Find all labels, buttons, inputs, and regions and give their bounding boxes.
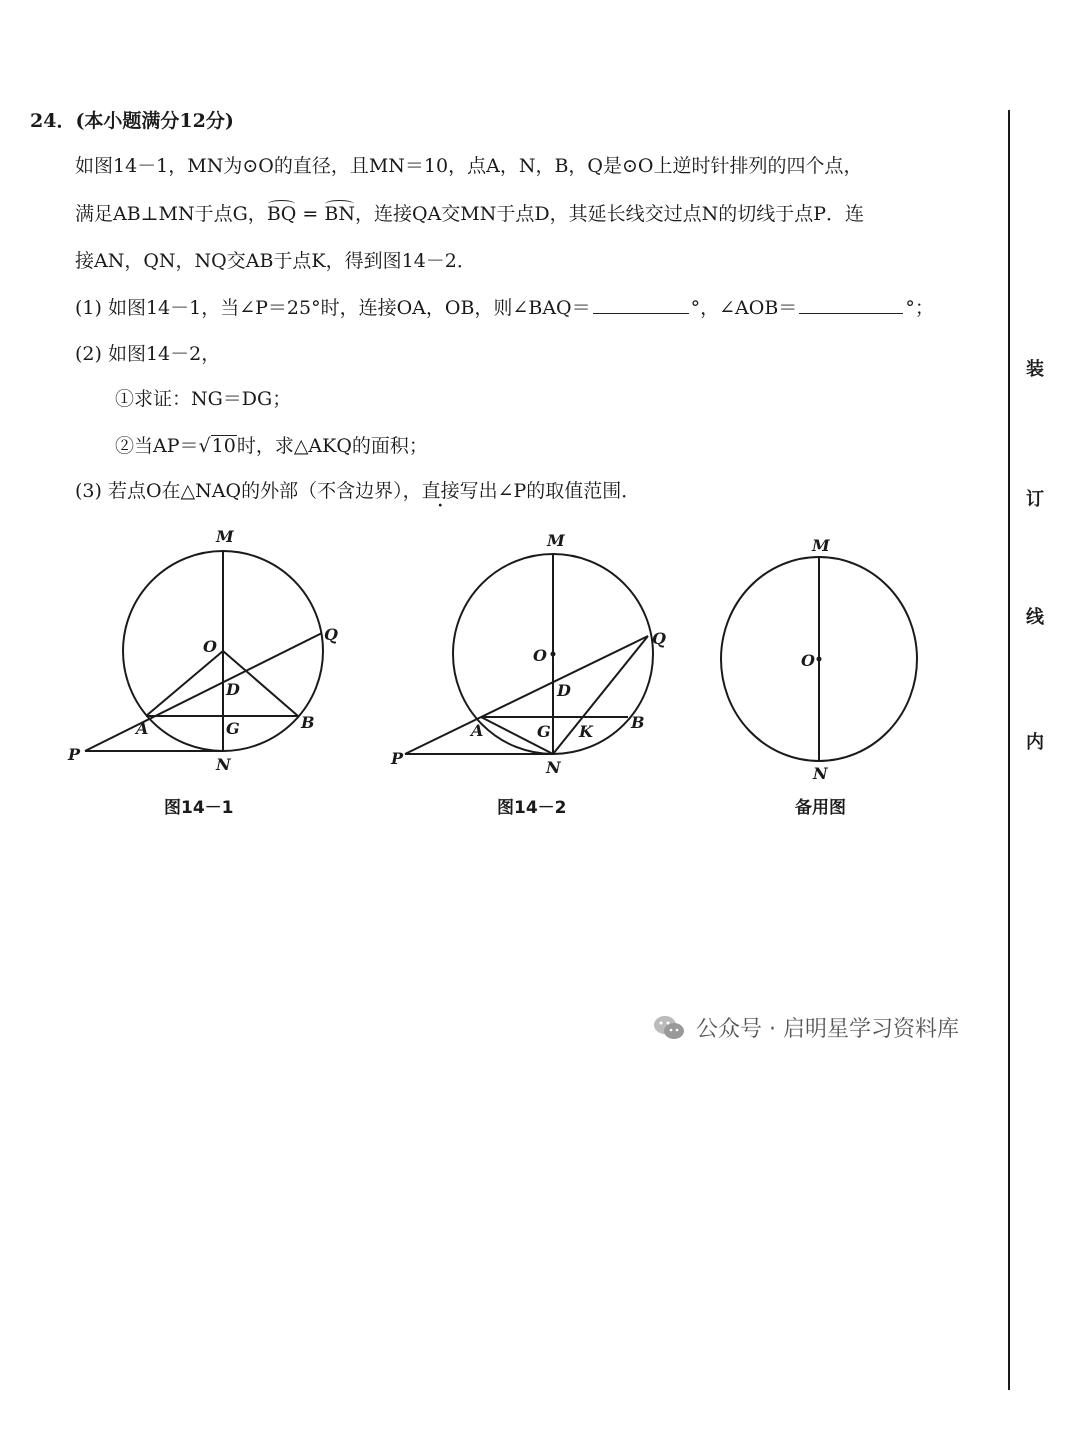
label-m: M [812, 536, 830, 555]
margin-char-nei: 内 [1026, 732, 1044, 753]
label-p: P [68, 745, 81, 764]
caption-figure-14-1: 图14－1 [164, 798, 234, 818]
label-n: N [813, 764, 828, 783]
label-d: D [557, 681, 571, 700]
answer-blank-aob [799, 299, 903, 314]
question-stem-line-2: 满足AB⊥MN于点G，BQ = BN，连接QA交MN于点D，其延长线交过点N的切线于点P．连 [75, 203, 864, 225]
question-heading: 24．(本小题满分12分) [30, 110, 234, 132]
figure-14-2 [385, 530, 685, 790]
label-o: O [533, 646, 547, 665]
label-n: N [216, 755, 231, 774]
label-g: G [537, 722, 551, 741]
arc-bn: BN [324, 203, 355, 225]
emphasis-direct: 直接 [421, 480, 460, 502]
label-g: G [226, 719, 240, 738]
question-stem-line-3: 接AN，QN，NQ交AB于点K，得到图14－2． [75, 250, 476, 272]
part-1: (1) 如图14－1，当∠P＝25°时，连接OA，OB，则∠BAQ＝ °，∠AOB＝ °； [75, 297, 934, 319]
label-o: O [801, 651, 815, 670]
watermark [652, 1012, 959, 1043]
question-stem-line-1: 如图14－1，MN为⊙O的直径，且MN＝10，点A，N，B，Q是⊙O上逆时针排列的四个点， [75, 155, 863, 177]
label-p: P [391, 749, 404, 768]
arc-bq: BQ [266, 203, 297, 225]
label-b: B [301, 713, 315, 732]
wechat-icon [652, 1013, 686, 1043]
part-2-sub-2: ②当AP＝√10时，求△AKQ的面积； [115, 435, 428, 457]
caption-spare-figure: 备用图 [795, 798, 846, 818]
label-d: D [226, 680, 240, 699]
part-2-sub-1: ①求证：NG＝DG； [115, 388, 292, 410]
label-k: K [579, 722, 593, 741]
margin-char-ding: 订 [1026, 489, 1044, 510]
label-n: N [546, 758, 561, 777]
margin-char-xian: 线 [1026, 607, 1044, 628]
label-a: A [471, 721, 484, 740]
figure-14-1 [60, 520, 360, 780]
label-o: O [203, 637, 217, 656]
label-b: B [631, 713, 645, 732]
label-q: Q [652, 629, 666, 648]
label-m: M [547, 531, 565, 550]
part-2: (2) 如图14－2， [75, 343, 221, 365]
watermark-text: 公众号 · 启明星学习资料库 [696, 1017, 959, 1042]
answer-blank-baq [593, 299, 689, 314]
label-m: M [216, 527, 234, 546]
label-a: A [136, 719, 149, 738]
caption-figure-14-2: 图14－2 [497, 798, 567, 818]
sqrt-radicand: 10 [211, 435, 236, 457]
margin-char-zhuang: 装 [1026, 359, 1044, 380]
binding-line [1008, 110, 1010, 1390]
label-q: Q [324, 625, 338, 644]
figure-spare [715, 535, 935, 785]
part-3: (3) 若点O在△NAQ的外部（不含边界），直接写出∠P的取值范围． [75, 480, 641, 502]
